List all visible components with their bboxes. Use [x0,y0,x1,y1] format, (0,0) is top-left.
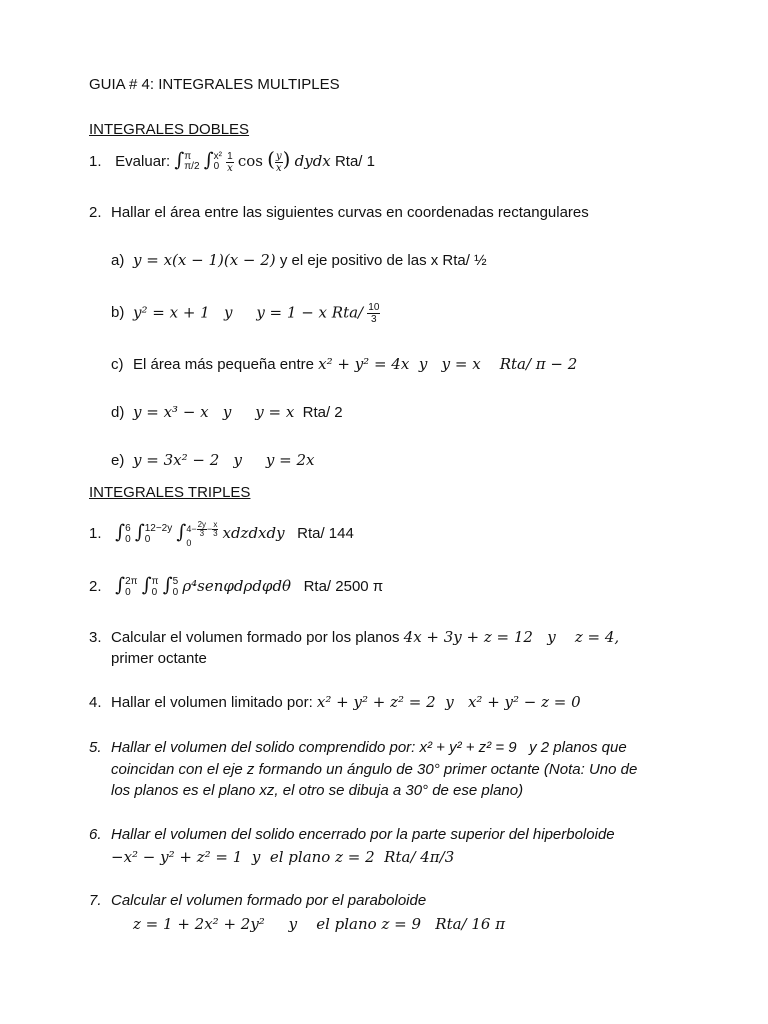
triples-question-7-line2: z = 1 + 2x² + 2y² y el plano z = 9 Rta/ 16 π [133,915,506,933]
item-label: c) [111,356,124,373]
section-heading-triples: INTEGRALES TRIPLES [89,484,251,501]
question-number: 4. [89,694,102,711]
question-number: 1. [89,153,102,170]
answer: Rta/ 144 [297,525,354,542]
inner-upper-limit: x² [213,151,222,163]
item-label: b) [111,304,125,322]
item-c [111,355,577,374]
triples-question-3-line2: primer octante [111,650,207,667]
item-d [111,403,343,422]
integral-sign: ∫ [203,149,214,171]
triples-question-1: 1. ∫ 6 0 ∫ 12−2y 0 ∫ 4− $\frac{2y}{3}$ − $\frac{x}{3}$ 0 xdzdxdy Rta/ 144 [89,519,354,548]
question-text: Hallar el volumen del solido comprendido por: x² + y² + z² = 9 y 2 planos que [111,739,627,756]
question-text: Calcular el volumen formado por los planos [111,629,404,646]
inner-lower-limit: 0 [213,161,220,173]
integral-sign: ∫ [141,574,152,596]
item-b [111,302,380,325]
equation: y = x(x − 1)(x − 2) [133,251,276,269]
question-text: Hallar el área entre las siguientes curvas en coordenadas rectangulares [111,204,589,221]
item-a [111,251,487,270]
triples-question-5-line3: los planos es el plano xz, el otro se dibuja a 30° de ese plano) [111,782,524,799]
integral-sign: ∫ [174,149,185,171]
triples-question-2: 2. ∫ 2π 0 ∫ π 0 ∫ 5 0 ρ⁴senφdρdφdθ Rta/ 2500 π [89,574,384,599]
differentials: dydx [294,152,331,170]
integrand: xdzdxdy [222,524,285,542]
equation: y² = x + 1 y y = 1 − x Rta/ [133,303,364,322]
triples-question-6-line2: −x² − y² + z² = 1 y el plano z = 2 Rta/ 4π/3 [111,848,455,866]
item-text: y el eje positivo de las x Rta/ ½ [275,252,487,269]
equation: x² + y² = 4x y y = x Rta/ π − 2 [318,355,578,373]
item-e [111,451,314,470]
question-number: 7. [89,892,102,909]
triples-question-6 [89,826,615,844]
page-title: GUIA # 4: INTEGRALES MULTIPLES [89,76,340,93]
item-text: Rta/ 2 [294,404,343,421]
fraction-1-over-x: $\frac{1}{x}$ [227,150,233,174]
item-text: El área más pequeña entre [133,356,319,373]
question-number: 2. [89,204,102,221]
question-text: Calcular el volumen formado por el paraboloide [111,892,427,909]
question-text: Hallar el volumen limitado por: [111,694,317,711]
item-label: d) [111,404,125,421]
fraction-y-over-x: $\frac{y}{x}$ [275,150,282,174]
question-number: 1. [89,525,102,542]
triples-question-4 [89,693,581,712]
question-label: Evaluar: [115,153,171,170]
question-number: 6. [89,826,102,843]
question-text: Hallar el volumen del solido encerrado por la parte superior del hiperboloide [111,826,615,843]
outer-lower-limit: π/2 [184,161,200,173]
outer-upper-limit: π [184,151,192,163]
fraction-answer: $\frac{10}{3}$ [368,302,380,325]
integral-sign: ∫ [162,574,173,596]
item-label: a) [111,252,125,269]
answer: Rta/ 1 [334,153,375,170]
integral-sign: ∫ [115,521,126,543]
answer: Rta/ 2500 π [303,578,384,595]
section-heading-dobles: INTEGRALES DOBLES [89,121,250,138]
question-number: 5. [89,739,102,756]
equation: y = 3x² − 2 y y = 2x [133,451,315,469]
triples-question-3 [89,628,619,647]
equation: x² + y² + z² = 2 y x² + y² − z = 0 [316,693,581,711]
question-number: 2. [89,578,102,595]
equation: y = x³ − x y y = x [133,403,295,421]
question-number: 3. [89,629,102,646]
triples-question-5-line2: coincidan con el eje z formando un ángulo de 30° primer octante (Nota: Uno de [111,761,638,778]
equation: 4x + 3y + z = 12 y z = 4, [403,628,620,646]
triples-question-5 [89,739,627,757]
dobles-question-1: 1. Evaluar: ∫ π π/2 ∫ x² 0 $\frac{1}{x}$ cos ( $\frac{y}{x}$ ) dydx Rta/ 1 [89,147,375,174]
item-label: e) [111,452,125,469]
integrand: ρ⁴senφdρdφdθ [182,577,292,595]
cos-function: cos [237,152,263,170]
integral-sign: ∫ [115,574,126,596]
triples-question-7 [89,892,426,910]
dobles-question-2 [89,204,589,222]
integral-sign: ∫ [176,521,187,543]
integral-sign: ∫ [134,521,145,543]
